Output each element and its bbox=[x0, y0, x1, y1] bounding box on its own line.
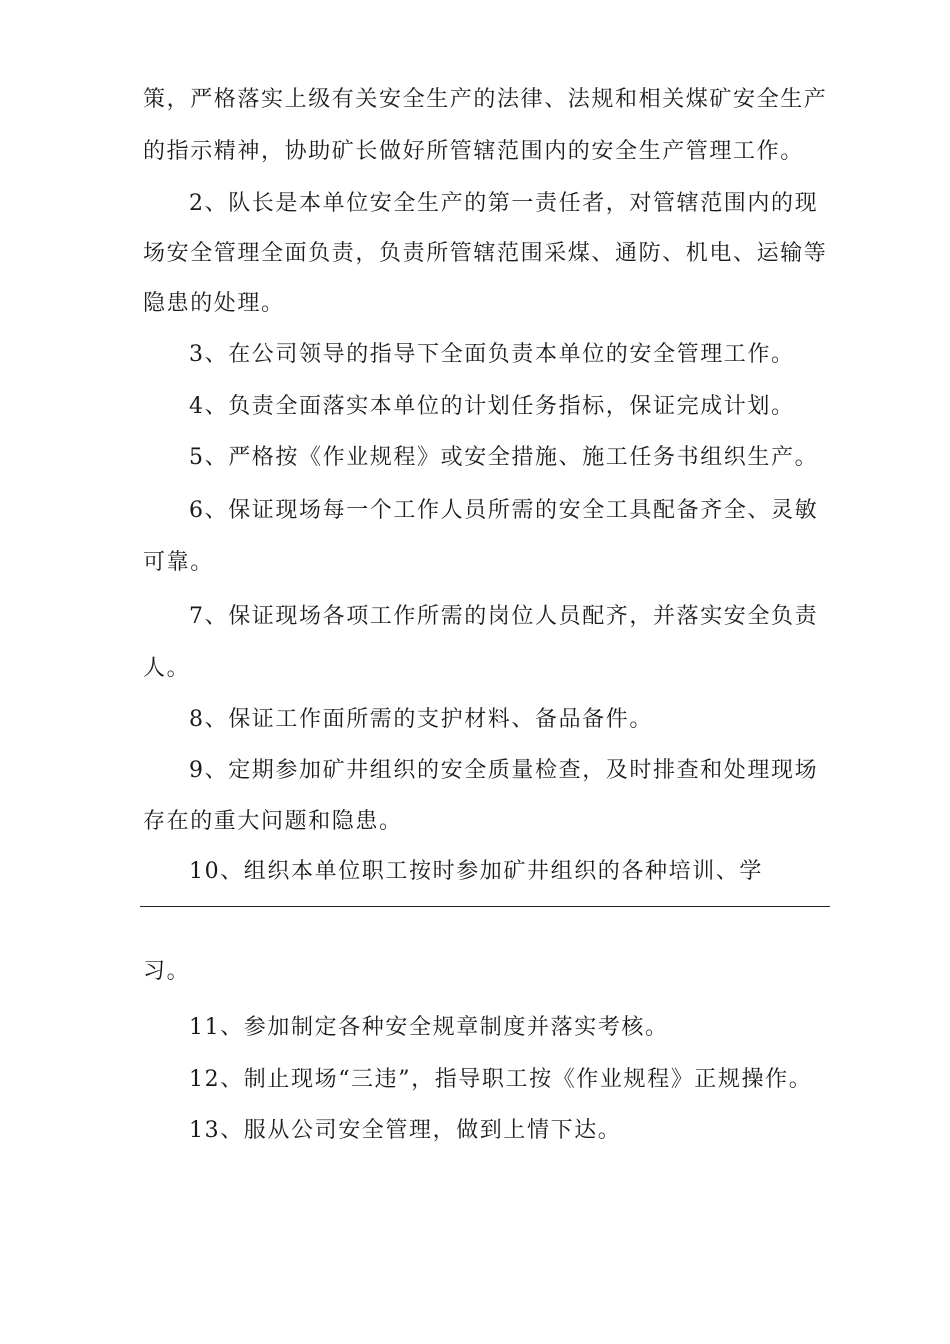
text-line: 人。 bbox=[143, 656, 191, 681]
text-line: 8、保证工作面所需的支护材料、备品备件。 bbox=[189, 707, 653, 732]
text-line: 存在的重大问题和隐患。 bbox=[143, 809, 403, 834]
text-line: 9、定期参加矿井组织的安全质量检查，及时排查和处理现场 bbox=[189, 758, 819, 783]
text-line: 11、参加制定各种安全规章制度并落实考核。 bbox=[189, 1015, 669, 1040]
text-line: 策，严格落实上级有关安全生产的法律、法规和相关煤矿安全生产 bbox=[143, 87, 828, 112]
text-line: 5、严格按《作业规程》或安全措施、施工任务书组织生产。 bbox=[189, 445, 819, 470]
text-line: 13、服从公司安全管理，做到上情下达。 bbox=[189, 1118, 622, 1143]
text-line: 7、保证现场各项工作所需的岗位人员配齐，并落实安全负责 bbox=[189, 604, 819, 629]
text-line: 10、组织本单位职工按时参加矿井组织的各种培训、学 bbox=[189, 859, 763, 884]
text-line: 2、队长是本单位安全生产的第一责任者，对管辖范围内的现 bbox=[189, 191, 819, 216]
text-line: 3、在公司领导的指导下全面负责本单位的安全管理工作。 bbox=[189, 342, 795, 367]
page-divider bbox=[140, 906, 830, 907]
text-line: 习。 bbox=[143, 959, 191, 984]
text-line: 隐患的处理。 bbox=[143, 291, 285, 316]
text-line: 12、制止现场“三违”，指导职工按《作业规程》正规操作。 bbox=[189, 1067, 813, 1092]
text-line: 4、负责全面落实本单位的计划任务指标，保证完成计划。 bbox=[189, 394, 795, 419]
text-line: 的指示精神，协助矿长做好所管辖范围内的安全生产管理工作。 bbox=[143, 139, 804, 164]
text-line: 6、保证现场每一个工作人员所需的安全工具配备齐全、灵敏 bbox=[189, 498, 819, 523]
text-line: 可靠。 bbox=[143, 550, 214, 575]
text-line: 场安全管理全面负责，负责所管辖范围采煤、通防、机电、运输等 bbox=[143, 241, 828, 266]
